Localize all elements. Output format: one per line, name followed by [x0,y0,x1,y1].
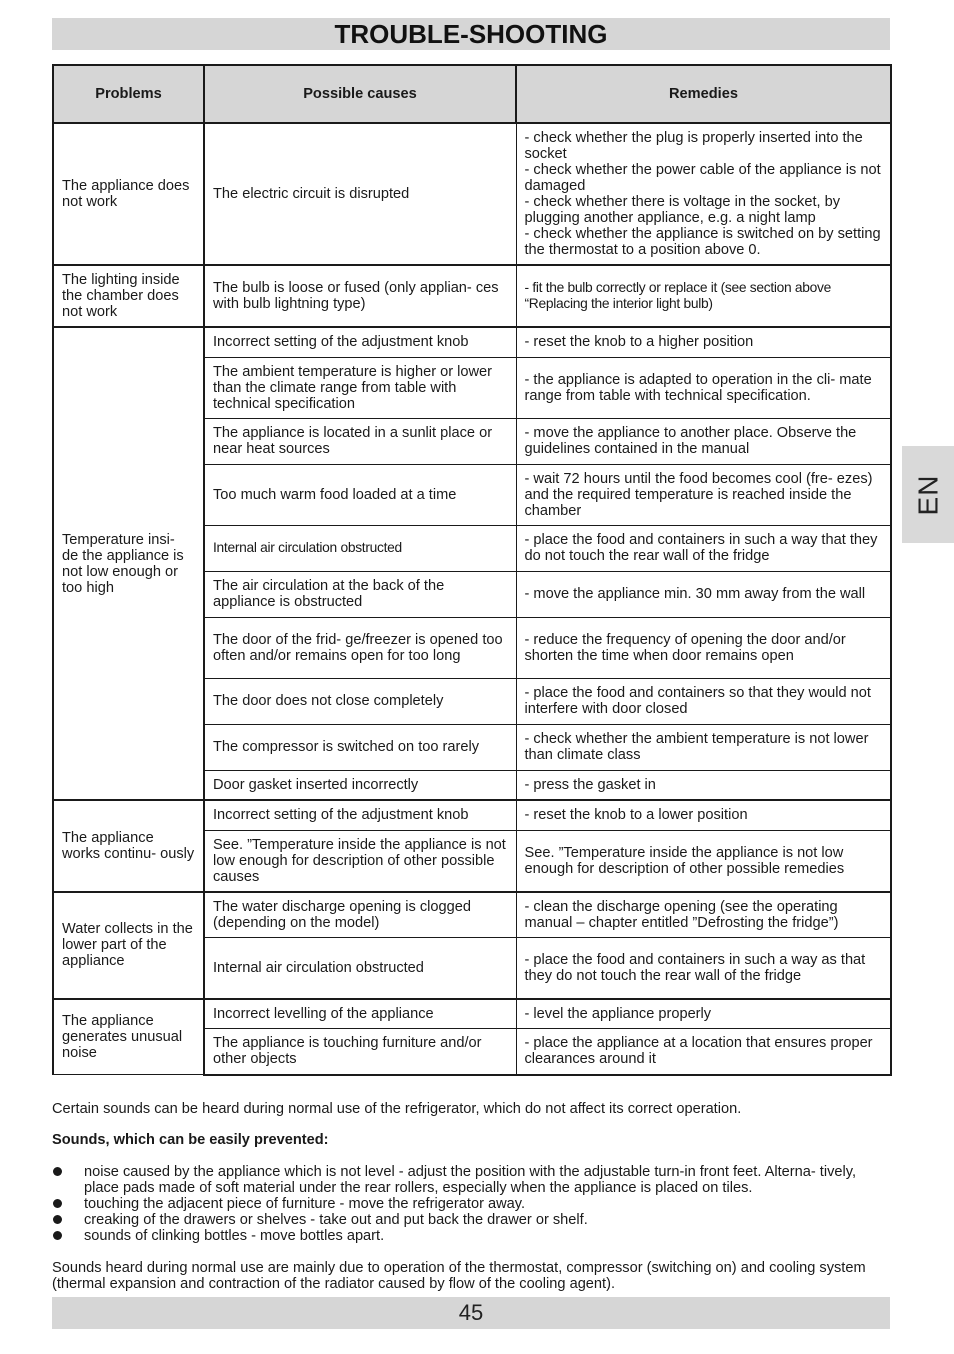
problem-cell: The appliance does not work [53,123,204,265]
remedy-line: - place the food and containers in such a way as that they do not touch the rear wall of the fridge [524,951,866,984]
cause-cell: See. ”Temperature inside the appliance is not low enough for description of other possible causes [204,830,516,892]
remedy-line: - reduce the frequency of opening the door and/or shorten the time when door remains open [524,631,846,664]
remedy-cell [516,418,891,464]
table-header-row [53,65,891,123]
bullet-icon [53,1231,62,1240]
cause-cell: The water discharge opening is clogged (depending on the model) [204,892,516,938]
remedy-line: - place the food and containers so that they would not interfere with door closed [524,685,871,717]
list-item [52,1196,890,1212]
remedy-line: See. ”Temperature inside the appliance is not low enough for description of other possible remedies [524,844,845,877]
table-row [53,123,891,265]
table-body [53,123,891,1075]
table-row [53,892,891,938]
remedy-cell [516,571,891,617]
page-number: 45 [52,1297,890,1329]
table-row [53,999,891,1029]
remedy-cell [516,892,891,938]
outro-paragraph: Sounds heard during normal use are mainly due to operation of the thermostat, compressor (switching on) and cooling system (thermal expansion and contraction of the radiator caused by flow of the cooling agent). [52,1260,866,1292]
remedy-cell [516,265,891,327]
intro-paragraph: Certain sounds can be heard during normal use of the refrigerator, which do not affect its correct operation. [52,1101,742,1117]
cause-cell: The compressor is switched on too rarely [204,724,516,770]
remedy-line: - press the gasket in [524,776,656,793]
trouble-shooting-table [52,64,892,1076]
problem-cell: The appliance generates unusual noise [53,999,204,1075]
cause-cell: The bulb is loose or fused (only applian- ces with bulb lightning type) [204,265,516,327]
remedy-line: - wait 72 hours until the food becomes cool (fre- ezes) and the required temperature is reached inside the chamber [524,470,873,519]
cause-cell: The appliance is located in a sunlit place or near heat sources [204,418,516,464]
cause-cell: Too much warm food loaded at a time [204,464,516,525]
remedy-cell [516,617,891,678]
bullet-icon [53,1215,62,1224]
remedy-line: - move the appliance min. 30 mm away from the wall [524,586,866,602]
list-item [52,1228,890,1244]
remedy-line: - check whether the ambient temperature is not lower than climate class [524,731,869,763]
table-row [53,265,891,327]
cause-cell: The electric circuit is disrupted [204,123,516,265]
remedy-line: - the appliance is adapted to operation in the cli- mate range from table with technical specification. [524,371,872,404]
cause-cell: Incorrect setting of the adjustment knob [204,327,516,357]
remedy-cell [516,1029,891,1075]
remedy-line: - place the appliance at a location that ensures proper clearances around it [524,1035,873,1068]
remedy-line: - clean the discharge opening (see the operating manual – chapter entitled ”Defrosting the fridge”) [524,898,839,931]
cause-cell: Door gasket inserted incorrectly [204,770,516,800]
remedy-cell [516,123,891,265]
remedy-line: - fit the bulb correctly or replace it (see section above “Replacing the interior light bulb) [524,280,832,311]
bullet-icon [53,1167,62,1176]
remedy-cell [516,357,891,418]
table-row [53,800,891,830]
list-item [52,1164,890,1196]
bullet-icon [53,1199,62,1208]
remedy-cell [516,800,891,830]
remedy-cell [516,678,891,724]
remedy-line: - reset the knob to a lower position [524,807,748,824]
remedy-cell [516,724,891,770]
list-item-text: creaking of the drawers or shelves - take out and put back the drawer or shelf. [84,1212,588,1228]
language-tab-label: EN [912,474,943,515]
cause-cell: Incorrect setting of the adjustment knob [204,800,516,830]
remedy-line: - check whether there is voltage in the socket, by plugging another appliance, e.g. a night lamp [524,194,841,226]
sounds-list [52,1164,890,1244]
remedy-cell [516,770,891,800]
cause-cell: The door of the frid- ge/freezer is opened too often and/or remains open for too long [204,617,516,678]
remedy-line: - check whether the plug is properly inserted into the socket [524,130,863,162]
remedy-cell [516,464,891,525]
language-tab [902,446,954,543]
cause-cell: The ambient temperature is higher or lower than the climate range from table with technical specification [204,357,516,418]
remedy-line: - reset the knob to a higher position [524,334,754,351]
cause-cell: Incorrect levelling of the appliance [204,999,516,1029]
list-item-text: noise caused by the appliance which is not level - adjust the position with the adjustable turn-in front feet. Alterna- tively, place pads made of soft material under the rear rollers, especially when the appliance is placed on tiles. [84,1164,857,1196]
cause-cell: The appliance is touching furniture and/or other objects [204,1029,516,1075]
remedy-cell [516,830,891,892]
problem-cell: The appliance works continu- ously [53,800,204,892]
cause-cell: The door does not close completely [204,678,516,724]
problem-cell: The lighting inside the chamber does not work [53,265,204,327]
remedy-cell [516,999,891,1029]
remedy-line: - level the appliance properly [524,1005,712,1022]
cause-cell: The air circulation at the back of the appliance is obstructed [204,571,516,617]
header-problems: Problems [53,65,204,123]
remedy-cell [516,938,891,999]
remedy-line: - place the food and containers in such a way that they do not touch the rear wall of the fridge [524,532,878,564]
remedy-line: - check whether the power cable of the appliance is not damaged [524,162,881,194]
table-row [53,327,891,357]
list-item-text: sounds of clinking bottles - move bottles apart. [84,1228,385,1244]
remedy-cell [516,525,891,571]
cause-cell: Internal air circulation obstructed [204,938,516,999]
remedy-line: - check whether the appliance is switched on by setting the thermostat to a position above 0. [524,226,881,258]
sounds-heading: Sounds, which can be easily prevented: [52,1132,329,1148]
list-item [52,1212,890,1228]
page-title: TROUBLE-SHOOTING [52,18,890,50]
cause-cell: Internal air circulation obstructed [204,525,516,571]
list-item-text: touching the adjacent piece of furniture - move the refrigerator away. [84,1196,526,1212]
remedy-line: - move the appliance to another place. Observe the guidelines contained in the manual [524,425,857,457]
problem-cell: Temperature insi- de the appliance is not low enough or too high [53,327,204,800]
header-possible-causes: Possible causes [204,65,516,123]
header-remedies: Remedies [516,65,891,123]
remedy-cell [516,327,891,357]
problem-cell: Water collects in the lower part of the appliance [53,892,204,999]
